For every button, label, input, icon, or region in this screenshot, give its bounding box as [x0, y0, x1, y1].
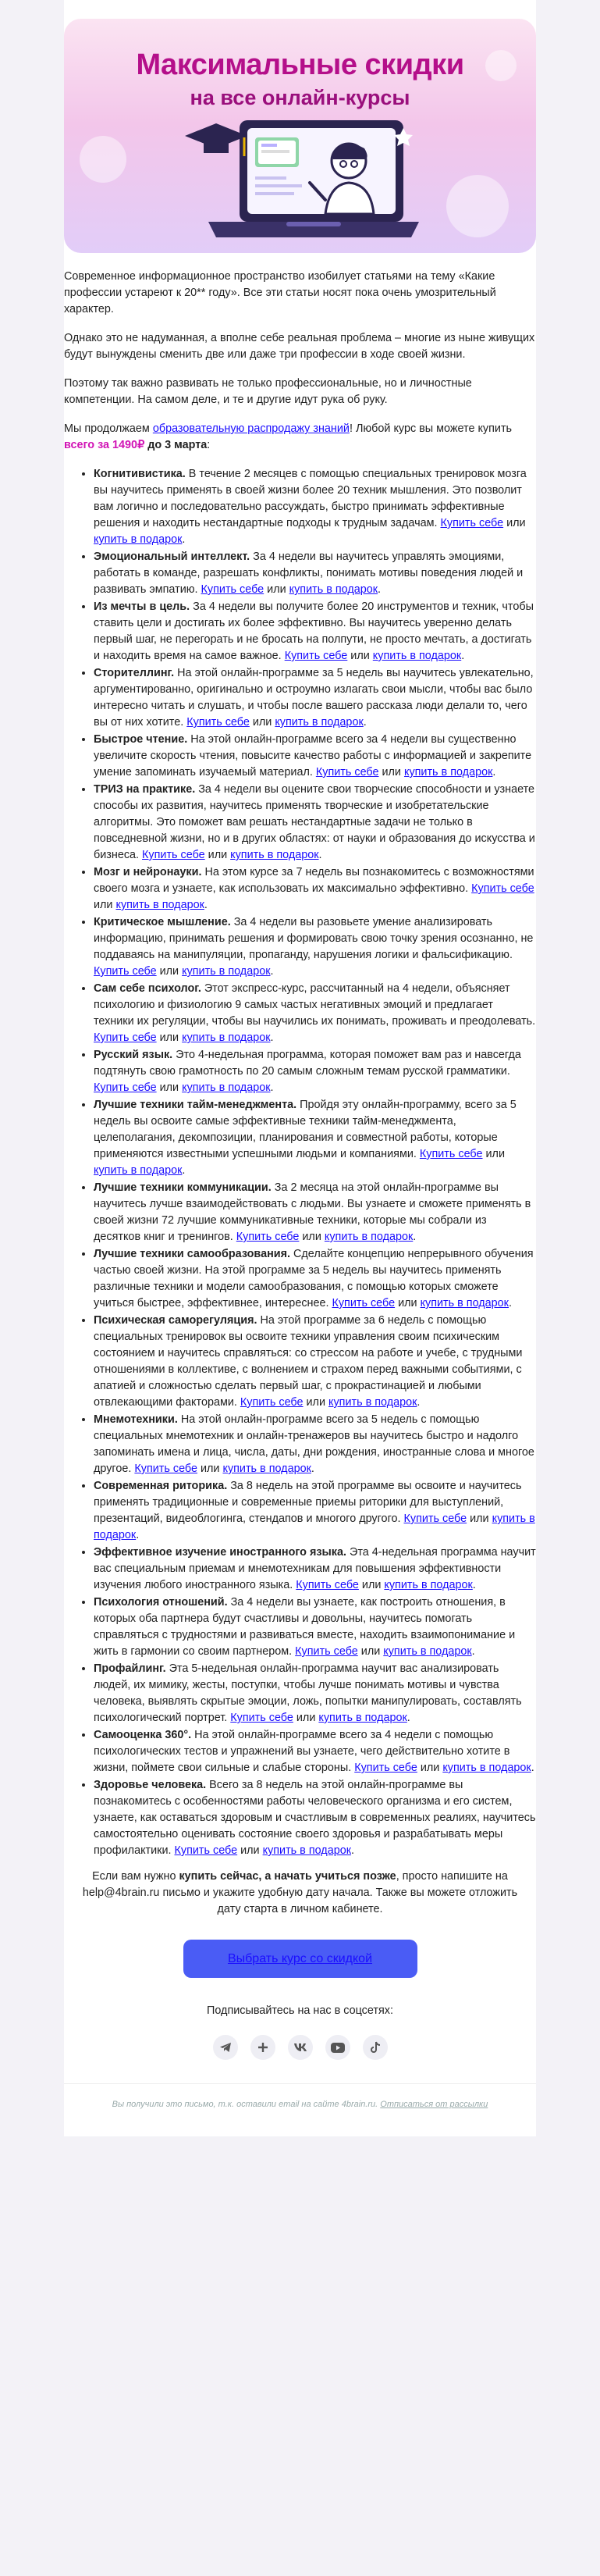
course-name: Эффективное изучение иностранного языка.: [94, 1546, 346, 1559]
period-text: .: [270, 1031, 274, 1044]
choose-course-button[interactable]: Выбрать курс со скидкой: [183, 1940, 417, 1978]
period-text: .: [270, 965, 274, 978]
buy-gift-link[interactable]: купить в подарок: [275, 716, 364, 729]
course-item: [94, 1246, 536, 1312]
course-item: [94, 1545, 536, 1594]
buy-gift-link[interactable]: купить в подарок: [182, 1031, 271, 1044]
course-name: Лучшие техники самообразования.: [94, 1248, 291, 1260]
course-item: [94, 466, 536, 548]
course-item: [94, 1777, 536, 1859]
course-name: Мозг и нейронауки.: [94, 866, 202, 878]
buy-gift-link[interactable]: купить в подарок: [403, 766, 493, 779]
buy-gift-link[interactable]: купить в подарок: [182, 965, 271, 978]
course-name: Быстрое чтение.: [94, 733, 188, 746]
period-text: .: [531, 1762, 534, 1774]
course-name: Самооценка 360°.: [94, 1729, 192, 1741]
course-name: Когнитивистика.: [94, 468, 186, 480]
buy-gift-link[interactable]: купить в подарок: [182, 1081, 271, 1094]
buy-gift-link[interactable]: купить в подарок: [328, 1396, 417, 1409]
or-text: или: [94, 899, 116, 911]
course-description: За 2 месяца на этой онлайн-программе вы научитесь лучше взаимодействовать с людьми. Вы узнаете и сможете применять в своей жизни 72 лучшие коммуникативные техники, которые мы собрали из десятков книг и тренингов.: [94, 1181, 531, 1243]
course-item: [94, 914, 536, 980]
or-text: или: [303, 1396, 328, 1409]
buy-gift-link[interactable]: купить в подарок: [324, 1231, 414, 1243]
course-description: Всего за 8 недель на этой онлайн-программе вы познакомитесь с особенностями работы человеческого организма и его систем, узнаете, как оставаться здоровым и счастливым в современных реалиях, научитесь самостоятельно оценивать состояние своего здоровья и разрабатывать меры профилактики.: [94, 1779, 536, 1857]
period-text: .: [378, 583, 382, 596]
or-text: или: [249, 716, 275, 729]
course-description: На этом курсе за 7 недель вы познакомитесь с возможностями своего мозга и узнаете, как использовать их максимально эффективно.: [94, 866, 534, 895]
or-text: или: [204, 849, 231, 861]
period-text: .: [492, 766, 496, 779]
cta-text-part: Если вам нужно: [92, 1870, 179, 1883]
intro-paragraph: Однако это не надуманная, а вполне себе реальная проблема – многие из ныне живущих будут вынуждены сменить две или даже три профессии в ходе своей жизни.: [64, 332, 535, 361]
promo-price: всего за 1490₽: [64, 439, 145, 451]
course-name: Из мечты в цель.: [94, 600, 190, 613]
youtube-icon[interactable]: [325, 2035, 350, 2060]
course-name: Эмоциональный интеллект.: [94, 550, 250, 563]
course-item: [94, 1313, 536, 1411]
course-item: [94, 732, 536, 781]
course-name: Современная риторика.: [94, 1480, 228, 1492]
course-description: Пройдя эту онлайн-программу, всего за 5 недель вы освоите самые эффективные техники тайм-менеджмента, целеполагания, декомпозиции, планирования и совместной работы, которые применяются известными успешными людьми и компаниями.: [94, 1099, 517, 1160]
social-links: [64, 2035, 536, 2060]
course-item: [94, 864, 536, 914]
buy-self-link[interactable]: Купить себе: [174, 1844, 238, 1857]
hero-subtitle: на все онлайн-курсы: [190, 86, 410, 109]
buy-gift-link[interactable]: купить в подарок: [222, 1463, 311, 1475]
telegram-icon[interactable]: [213, 2035, 238, 2060]
buy-self-link[interactable]: Купить себе: [236, 1231, 300, 1243]
course-item: [94, 1661, 536, 1726]
period-text: .: [204, 899, 208, 911]
course-description: На этой онлайн-программе всего за 4 недели с помощью психологических тестов и упражнений вы узнаете, чего действительно хотите в жизни, поймете свои сильные и слабые стороны.: [94, 1729, 510, 1774]
promo-text: :: [207, 439, 211, 451]
course-description: Эта 4-недельная программа научит вас специальным приемам и мнемотехникам для повышения эффективности изучения любого иностранного языка.: [94, 1546, 536, 1591]
or-text: или: [293, 1712, 319, 1724]
buy-self-link[interactable]: Купить себе: [332, 1297, 396, 1309]
buy-self-link[interactable]: Купить себе: [471, 882, 534, 895]
or-text: или: [264, 583, 289, 596]
course-description: Сделайте концепцию непрерывного обучения частью своей жизни. На этой программе за 5 недель вы научитесь применять различные техники и модели самообразования, с помощью которых сможете учиться быстрее, эффективнее, интереснее.: [94, 1248, 534, 1309]
course-description: За 4 недели вы оцените свои творческие способности и узнаете способы их развития, научитесь применять творческие и изобретательские алгоритмы. Это поможет вам решать нестандартные задачи не только в повседневной жизни, но и в других областях: от науки и образования до искусства и бизнеса.: [94, 783, 535, 861]
buy-self-link[interactable]: Купить себе: [142, 849, 205, 861]
course-item: [94, 1412, 536, 1477]
tiktok-icon[interactable]: [363, 2035, 388, 2060]
course-name: Лучшие техники коммуникации.: [94, 1181, 272, 1194]
buy-gift-link[interactable]: купить в подарок: [383, 1645, 472, 1658]
course-description: На этой онлайн-программе всего за 5 недель с помощью специальных мнемотехник и онлайн-тренажеров вы научитесь быстро и надолго запоминать имена и лица, числа, даты, дни рождения, иностранные слова и многое другое.: [94, 1413, 534, 1475]
or-text: или: [467, 1512, 492, 1525]
or-text: или: [156, 965, 183, 978]
bokeh-decoration: [80, 136, 126, 183]
course-item: [94, 1594, 536, 1660]
plus-icon[interactable]: [250, 2035, 275, 2060]
period-text: .: [136, 1529, 140, 1541]
period-text: .: [461, 650, 465, 662]
course-name: ТРИЗ на практике.: [94, 783, 196, 796]
or-text: или: [358, 1579, 385, 1591]
promo-deadline: до 3 марта: [144, 439, 208, 451]
buy-self-link[interactable]: Купить себе: [284, 650, 348, 662]
or-text: или: [482, 1148, 505, 1160]
buy-self-link[interactable]: Купить себе: [440, 517, 504, 529]
buy-gift-link[interactable]: купить в подарок: [442, 1762, 531, 1774]
course-item: [94, 1097, 536, 1179]
or-text: или: [299, 1231, 325, 1243]
hero-title: Максимальные скидки: [136, 48, 464, 81]
course-description: За 4 недели вы разовьете умение анализировать информацию, принимать решения и формировать свою точку зрения осознанно, не поддаваясь на манипуляции, пропаганду, нарушения логики и фальсификацию.: [94, 916, 534, 961]
course-item: [94, 599, 536, 664]
course-description: За 4 недели вы получите более 20 инструментов и техник, чтобы ставить цели и достигать их более эффективно. Вы научитесь уверенно делать первый шаг, не перегорать и не бросать на полпути, не просто мечтать, а достигать и находить время на самое важное.: [94, 600, 534, 662]
buy-self-link[interactable]: Купить себе: [296, 1579, 359, 1591]
course-description: Этот экспресс-курс, рассчитанный на 4 недели, объясняет психологию и физиологию 9 самых частых негативных эмоций и предлагает техники их регуляции, чтобы вы научились их понимать, проживать и преодолевать.: [94, 982, 536, 1028]
buy-self-link[interactable]: Купить себе: [134, 1463, 197, 1475]
course-description: На этой онлайн-программе всего за 4 недели вы существенно увеличите скорость чтения, повысите качество работы с информацией и закрепите умение запоминать изучаемый материал.: [94, 733, 532, 779]
period-text: .: [413, 1231, 417, 1243]
buy-gift-link[interactable]: купить в подарок: [115, 899, 204, 911]
period-text: .: [508, 1297, 512, 1309]
course-description: За 8 недель на этой программе вы освоите и научитесь применять традиционные и современные приемы риторики для выступлений, презентаций, видеоблогинга, стендапов и многого другого.: [94, 1480, 522, 1525]
cta-text-bold: купить сейчас, а начать учиться позже: [179, 1870, 396, 1883]
cta-wrap: [64, 1940, 536, 1978]
cta-text-part: , просто напишите на help@4brain.ru письмо и укажите удобную дату начала. Также вы можете отложить дату старта в личном кабинете.: [82, 1870, 518, 1915]
course-item: [94, 1478, 536, 1544]
buy-gift-link[interactable]: купить в подарок: [94, 533, 183, 546]
or-text: или: [417, 1762, 443, 1774]
or-text: или: [347, 650, 373, 662]
buy-self-link[interactable]: Купить себе: [354, 1762, 417, 1774]
or-text: или: [357, 1645, 384, 1658]
buy-gift-link[interactable]: купить в подарок: [94, 1164, 183, 1177]
course-item: [94, 1047, 536, 1096]
course-list: [64, 466, 536, 1859]
course-name: Мнемотехники.: [94, 1413, 178, 1426]
buy-gift-link[interactable]: купить в подарок: [289, 583, 378, 596]
buy-self-link[interactable]: Купить себе: [94, 1081, 157, 1094]
buy-gift-link[interactable]: купить в подарок: [420, 1297, 509, 1309]
period-text: .: [471, 1645, 475, 1658]
course-name: Здоровье человека.: [94, 1779, 207, 1791]
period-text: .: [318, 849, 322, 861]
course-name: Сторителлинг.: [94, 667, 175, 679]
course-name: Сам себе психолог.: [94, 982, 201, 995]
buy-self-link[interactable]: Купить себе: [186, 716, 250, 729]
bokeh-decoration: [446, 175, 509, 237]
subscribe-label: Подписывайтесь на нас в соцсетях:: [207, 2004, 393, 2017]
course-description: За 4 недели вы научитесь управлять эмоциями, работать в команде, разрешать конфликты, понимать мотивы поведения людей и развивать эмпатию.: [94, 550, 524, 596]
buy-gift-link[interactable]: купить в подарок: [372, 650, 462, 662]
buy-self-link[interactable]: Купить себе: [295, 1645, 358, 1658]
course-item: [94, 549, 536, 598]
course-name: Профайлинг.: [94, 1662, 166, 1675]
or-text: или: [156, 1031, 183, 1044]
course-description: За 4 недели вы узнаете, как построить отношения, в которых оба партнера будут счастливы и довольны, научитесь помогать справляться с трудностями и развиваться вместе, находить взаимопонимание и жить в гармонии со своим партнером.: [94, 1596, 516, 1658]
period-text: .: [270, 1081, 274, 1094]
email-body: [64, 0, 536, 2136]
course-description: Эта 5-недельная онлайн-программа научит вас анализировать людей, их мимику, жесты, поступки, чтобы лучше понимать мотивы и чувства человека, выявлять скрытые эмоции, ложь, попытки манипулировать, составлять психологический портрет.: [94, 1662, 522, 1724]
course-name: Психическая саморегуляция.: [94, 1314, 257, 1327]
laptop-student-illustration: [177, 112, 427, 249]
period-text: .: [182, 1164, 186, 1177]
or-text: или: [378, 766, 404, 779]
course-name: Критическое мышление.: [94, 916, 231, 928]
course-description: На этой программе за 6 недель с помощью специальных тренировок вы освоите техники управления своим психическим состоянием и научитесь справляться: со стрессом на работе и учебе, с трудными отношениями в коллективе, с волнением и страхом перед важными событиями, с апатией и сложностью сделать первый шаг, с прокрастинацией и любыми отвлекающими факторами.: [94, 1314, 523, 1409]
buy-gift-link[interactable]: купить в подарок: [318, 1712, 407, 1724]
cta-text: [64, 1869, 536, 1918]
course-item: [94, 1727, 536, 1776]
buy-self-link[interactable]: Купить себе: [419, 1148, 483, 1160]
buy-self-link[interactable]: Купить себе: [315, 766, 379, 779]
or-text: или: [395, 1297, 421, 1309]
buy-gift-link[interactable]: купить в подарок: [262, 1844, 352, 1857]
period-text: .: [351, 1844, 355, 1857]
or-text: или: [156, 1081, 183, 1094]
course-name: Лучшие техники тайм-менеджмента.: [94, 1099, 297, 1111]
period-text: .: [311, 1463, 314, 1475]
course-item: [94, 782, 536, 864]
buy-self-link[interactable]: Купить себе: [201, 583, 264, 596]
course-description: Это 4-недельная программа, которая поможет вам раз и навсегда подтянуть свою грамотность по 20 самым сложным темам русской грамматики.: [94, 1049, 521, 1078]
intro-paragraph: Поэтому так важно развивать не только профессиональные, но и личностные компетенции. На самом деле, и те и другие идут рука об руку.: [64, 377, 472, 406]
buy-gift-link[interactable]: купить в подарок: [94, 1512, 535, 1541]
or-text: или: [237, 1844, 263, 1857]
course-item: [94, 665, 536, 731]
course-item: [94, 981, 536, 1046]
or-text: или: [197, 1463, 223, 1475]
buy-self-link[interactable]: Купить себе: [230, 1712, 293, 1724]
period-text: .: [417, 1396, 421, 1409]
email-content: [64, 269, 536, 2113]
period-text: .: [363, 716, 367, 729]
hero-banner[interactable]: [64, 19, 536, 253]
footer-text: Вы получили это письмо, т.к. оставили email на сайте 4brain.ru.: [112, 2100, 378, 2109]
vk-icon[interactable]: [288, 2035, 313, 2060]
promo-paragraph: [64, 421, 536, 454]
unsubscribe-link[interactable]: Отписаться от рассылки: [380, 2100, 488, 2109]
footer: [64, 2083, 536, 2113]
course-name: Психология отношений.: [94, 1596, 228, 1609]
buy-gift-link[interactable]: купить в подарок: [230, 849, 319, 861]
buy-self-link[interactable]: Купить себе: [94, 1031, 157, 1044]
course-description: В течение 2 месяцев с помощью специальных тренировок мозга вы научитесь применять в своей жизни более 20 техник мышления. Это позволит вам логично и последовательно рассуждать, быстро принимать эффективные решения и находить нестандартные подходы к трудным задачам.: [94, 468, 527, 529]
period-text: .: [182, 533, 186, 546]
period-text: .: [407, 1712, 410, 1724]
course-name: Русский язык.: [94, 1049, 173, 1061]
promo-text: ! Любой курс вы можете купить: [349, 422, 513, 435]
buy-self-link[interactable]: Купить себе: [240, 1396, 304, 1409]
sale-link[interactable]: образовательную распродажу знаний: [152, 422, 350, 435]
buy-self-link[interactable]: Купить себе: [94, 965, 157, 978]
course-description: На этой онлайн-программе за 5 недель вы научитесь увлекательно, аргументированно, оригинально и остроумно излагать свои мысли, чтобы вас было интересно читать и слушать, и чтобы после вашего рассказа люди делали то, чего вы от них хотите.: [94, 667, 534, 729]
promo-text: Мы продолжаем: [64, 422, 153, 435]
intro-paragraph: Современное информационное пространство изобилует статьями на тему «Какие профессии устареют к 20** году». Все эти статьи носят пока очень умозрительный характер.: [64, 270, 496, 315]
course-item: [94, 1180, 536, 1245]
buy-self-link[interactable]: Купить себе: [403, 1512, 467, 1525]
buy-gift-link[interactable]: купить в подарок: [384, 1579, 473, 1591]
or-text: или: [503, 517, 526, 529]
period-text: .: [472, 1579, 476, 1591]
